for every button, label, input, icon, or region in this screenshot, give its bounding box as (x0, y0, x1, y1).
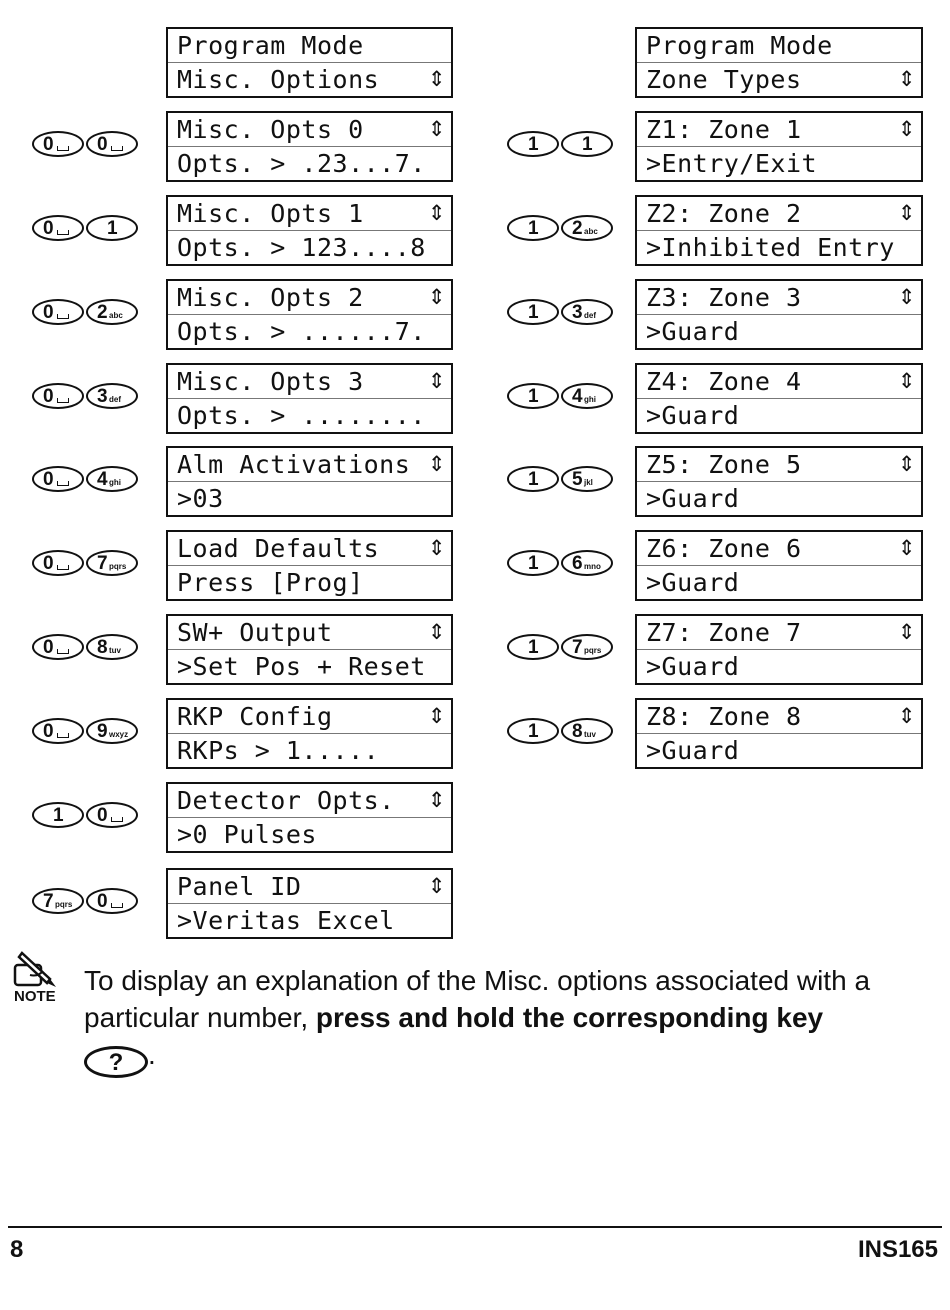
key-digit: 0 (97, 805, 108, 826)
scroll-arrows-icon: ⇕ (897, 536, 916, 560)
lcd-line2 (168, 904, 451, 937)
scroll-arrows-icon: ⇕ (427, 452, 446, 476)
lcd-display (166, 111, 453, 182)
lcd-line2-text: Opts. > ........ (177, 401, 426, 430)
key-2-icon (86, 299, 138, 325)
key-digit: 1 (528, 218, 539, 239)
lcd-line1-text: Z1: Zone 1 (646, 115, 802, 144)
lcd-line2-text: >Guard (646, 568, 740, 597)
key-digit: 0 (43, 469, 54, 490)
lcd-display (166, 530, 453, 601)
key-1-icon (507, 383, 559, 409)
space-symbol-icon (57, 398, 69, 403)
lcd-line2 (637, 566, 921, 599)
key-1-icon (507, 550, 559, 576)
key-digit: 0 (43, 637, 54, 658)
key-5-icon (561, 466, 613, 492)
key-digit: 1 (528, 469, 539, 490)
lcd-line2-text: Opts. > .23...7. (177, 149, 426, 178)
scroll-arrows-icon: ⇕ (427, 285, 446, 309)
lcd-line1-text: Z7: Zone 7 (646, 618, 802, 647)
key-1-icon (507, 634, 559, 660)
lcd-line2-text: Misc. Options (177, 65, 380, 94)
lcd-display (635, 363, 923, 434)
key-letters: abc (109, 311, 123, 320)
lcd-line2-text: Opts. > ......7. (177, 317, 426, 346)
scroll-arrows-icon: ⇕ (897, 620, 916, 644)
key-digit: 1 (107, 218, 118, 239)
note-text-after: . (148, 1039, 156, 1070)
key-1-icon (507, 215, 559, 241)
lcd-line2-text: RKPs > 1..... (177, 736, 380, 765)
lcd-line1 (168, 532, 451, 566)
lcd-line1-text: Z4: Zone 4 (646, 367, 802, 396)
key-letters: pqrs (55, 900, 73, 909)
lcd-line2-text: >Guard (646, 736, 740, 765)
lcd-line1 (168, 365, 451, 399)
lcd-line1-text: Z5: Zone 5 (646, 450, 802, 479)
key-sequence (32, 634, 140, 662)
key-1-icon (86, 215, 138, 241)
key-digit: 1 (528, 637, 539, 658)
key-digit: 1 (528, 553, 539, 574)
key-digit: 7 (572, 637, 583, 658)
lcd-line1-text: Misc. Opts 1 (177, 199, 364, 228)
key-digit: 1 (528, 302, 539, 323)
note-text (84, 962, 944, 1078)
lcd-display (166, 446, 453, 517)
key-letters: tuv (584, 730, 596, 739)
lcd-display (635, 614, 923, 685)
lcd-line2 (637, 315, 921, 348)
lcd-line1-text: Z8: Zone 8 (646, 702, 802, 731)
lcd-display (635, 530, 923, 601)
lcd-line2 (168, 650, 451, 683)
lcd-line1-text: Program Mode (646, 31, 833, 60)
key-digit: 0 (43, 553, 54, 574)
lcd-line2-text: >03 (177, 484, 224, 513)
svg-text:NOTE: NOTE (14, 988, 56, 1005)
scroll-arrows-icon: ⇕ (897, 285, 916, 309)
lcd-line2 (168, 566, 451, 599)
key-digit: 6 (572, 553, 583, 574)
lcd-line2-text: >Guard (646, 317, 740, 346)
lcd-line2 (637, 147, 921, 180)
lcd-line1 (637, 616, 921, 650)
key-1-icon (561, 131, 613, 157)
key-6-icon (561, 550, 613, 576)
key-digit: 1 (53, 805, 64, 826)
key-sequence (507, 383, 615, 411)
lcd-line1-text: Program Mode (177, 31, 364, 60)
key-sequence (32, 718, 140, 746)
key-digit: 1 (528, 721, 539, 742)
lcd-line2 (168, 818, 451, 851)
lcd-display (166, 195, 453, 266)
key-digit: 0 (43, 134, 54, 155)
key-digit: 5 (572, 469, 583, 490)
key-sequence (507, 550, 615, 578)
key-0-icon (32, 634, 84, 660)
lcd-display (166, 782, 453, 853)
lcd-line1 (168, 29, 451, 63)
space-symbol-icon (111, 903, 123, 908)
key-9-icon (86, 718, 138, 744)
lcd-line2-text: >Guard (646, 401, 740, 430)
key-letters: def (109, 395, 121, 404)
key-digit: 0 (97, 891, 108, 912)
key-letters: abc (584, 227, 598, 236)
lcd-line1 (168, 700, 451, 734)
key-letters: pqrs (109, 562, 127, 571)
lcd-line2 (168, 147, 451, 180)
key-digit: 1 (528, 386, 539, 407)
lcd-display (166, 363, 453, 434)
key-0-icon (32, 215, 84, 241)
scroll-arrows-icon: ⇕ (427, 874, 446, 898)
key-2-icon (561, 215, 613, 241)
lcd-line1-text: Misc. Opts 2 (177, 283, 364, 312)
lcd-display (635, 279, 923, 350)
lcd-line2 (637, 734, 921, 767)
key-1-icon (507, 466, 559, 492)
lcd-line1-text: Panel ID (177, 872, 302, 901)
lcd-line1 (168, 784, 451, 818)
lcd-line1 (637, 113, 921, 147)
scroll-arrows-icon: ⇕ (897, 117, 916, 141)
key-digit: 0 (43, 386, 54, 407)
key-digit: 8 (572, 721, 583, 742)
key-sequence (32, 888, 140, 916)
lcd-display (166, 868, 453, 939)
key-1-icon (507, 299, 559, 325)
lcd-line1-text: Z2: Zone 2 (646, 199, 802, 228)
lcd-line1 (168, 281, 451, 315)
lcd-line1-text: Z6: Zone 6 (646, 534, 802, 563)
key-sequence (32, 383, 140, 411)
lcd-line1-text: Load Defaults (177, 534, 380, 563)
key-3-icon (561, 299, 613, 325)
lcd-display (166, 279, 453, 350)
key-letters: tuv (109, 646, 121, 655)
help-key-icon: ? (84, 1046, 148, 1078)
key-digit: 0 (97, 134, 108, 155)
lcd-display (166, 614, 453, 685)
lcd-line1 (168, 113, 451, 147)
scroll-arrows-icon: ⇕ (427, 67, 446, 91)
scroll-arrows-icon: ⇕ (897, 704, 916, 728)
lcd-line1-text: RKP Config (177, 702, 333, 731)
scroll-arrows-icon: ⇕ (897, 452, 916, 476)
lcd-display (635, 195, 923, 266)
key-7-icon (32, 888, 84, 914)
lcd-line2 (637, 399, 921, 432)
lcd-line2-text: Press [Prog] (177, 568, 364, 597)
document-code: INS165 (857, 1236, 938, 1263)
scroll-arrows-icon: ⇕ (427, 201, 446, 225)
page-number: 8 (10, 1236, 24, 1263)
space-symbol-icon (111, 817, 123, 822)
key-0-icon (32, 466, 84, 492)
key-letters: pqrs (584, 646, 602, 655)
key-digit: 0 (43, 721, 54, 742)
lcd-line1 (637, 700, 921, 734)
key-0-icon (32, 718, 84, 744)
lcd-line2 (637, 482, 921, 515)
lcd-header (635, 27, 923, 98)
key-4-icon (86, 466, 138, 492)
lcd-line1 (168, 448, 451, 482)
lcd-line1 (637, 29, 921, 63)
lcd-line2 (637, 231, 921, 264)
scroll-arrows-icon: ⇕ (427, 704, 446, 728)
key-7-icon (86, 550, 138, 576)
key-0-icon (32, 383, 84, 409)
lcd-display (635, 698, 923, 769)
lcd-line1 (168, 870, 451, 904)
key-0-icon (86, 888, 138, 914)
key-digit: 1 (528, 134, 539, 155)
lcd-display (635, 446, 923, 517)
scroll-arrows-icon: ⇕ (427, 536, 446, 560)
key-letters: jkl (584, 478, 593, 487)
scroll-arrows-icon: ⇕ (897, 369, 916, 393)
key-sequence (32, 299, 140, 327)
lcd-line2-text: Opts. > 123....8 (177, 233, 426, 262)
lcd-line1-text: Detector Opts. (177, 786, 395, 815)
key-0-icon (86, 802, 138, 828)
space-symbol-icon (57, 481, 69, 486)
lcd-line2 (168, 315, 451, 348)
key-sequence (32, 131, 140, 159)
key-digit: 8 (97, 637, 108, 658)
key-digit: 1 (582, 134, 593, 155)
key-sequence (507, 466, 615, 494)
footer-rule (8, 1226, 942, 1228)
lcd-line1-text: SW+ Output (177, 618, 333, 647)
key-letters: mno (584, 562, 601, 571)
key-sequence (32, 802, 140, 830)
key-0-icon (32, 131, 84, 157)
key-1-icon (507, 131, 559, 157)
lcd-line2-text: >Veritas Excel (177, 906, 395, 935)
key-8-icon (561, 718, 613, 744)
lcd-display (166, 698, 453, 769)
lcd-line2 (637, 650, 921, 683)
lcd-line2 (168, 734, 451, 767)
space-symbol-icon (57, 733, 69, 738)
lcd-line2 (168, 482, 451, 515)
lcd-line1-text: Alm Activations (177, 450, 411, 479)
space-symbol-icon (57, 146, 69, 151)
key-letters: def (584, 311, 596, 320)
lcd-line1 (168, 197, 451, 231)
scroll-arrows-icon: ⇕ (427, 369, 446, 393)
space-symbol-icon (57, 565, 69, 570)
key-0-icon (86, 131, 138, 157)
key-sequence (32, 466, 140, 494)
key-letters: wxyz (109, 730, 129, 739)
key-digit: 3 (97, 386, 108, 407)
key-digit: 7 (97, 553, 108, 574)
key-sequence (507, 215, 615, 243)
scroll-arrows-icon: ⇕ (427, 788, 446, 812)
key-sequence (32, 550, 140, 578)
lcd-line2-text: >Guard (646, 652, 740, 681)
space-symbol-icon (57, 649, 69, 654)
lcd-line1 (637, 365, 921, 399)
key-sequence (507, 299, 615, 327)
key-3-icon (86, 383, 138, 409)
lcd-line2-text: Zone Types (646, 65, 802, 94)
key-0-icon (32, 299, 84, 325)
key-digit: 2 (572, 218, 583, 239)
lcd-line2 (168, 63, 451, 96)
key-sequence (507, 634, 615, 662)
lcd-line1-text: Misc. Opts 3 (177, 367, 364, 396)
lcd-line2-text: >Inhibited Entry (646, 233, 895, 262)
lcd-line2-text: >Entry/Exit (646, 149, 818, 178)
lcd-line1-text: Misc. Opts 0 (177, 115, 364, 144)
space-symbol-icon (57, 314, 69, 319)
key-digit: 3 (572, 302, 583, 323)
scroll-arrows-icon: ⇕ (427, 117, 446, 141)
lcd-line2 (168, 231, 451, 264)
key-sequence (507, 718, 615, 746)
key-0-icon (32, 550, 84, 576)
key-1-icon (507, 718, 559, 744)
key-sequence (32, 215, 140, 243)
lcd-line2-text: >Set Pos + Reset (177, 652, 426, 681)
lcd-line1 (637, 448, 921, 482)
lcd-header (166, 27, 453, 98)
scroll-arrows-icon: ⇕ (897, 67, 916, 91)
lcd-line1-text: Z3: Zone 3 (646, 283, 802, 312)
lcd-line2 (168, 399, 451, 432)
key-letters: ghi (109, 478, 121, 487)
key-letters: ghi (584, 395, 596, 404)
key-digit: 4 (97, 469, 108, 490)
key-digit: 9 (97, 721, 108, 742)
key-sequence (507, 131, 615, 159)
key-1-icon (32, 802, 84, 828)
key-4-icon (561, 383, 613, 409)
lcd-line1 (637, 281, 921, 315)
scroll-arrows-icon: ⇕ (897, 201, 916, 225)
lcd-line1 (168, 616, 451, 650)
note-text-before: To display an explanation of the Misc. options associated with a particular number, (84, 965, 871, 1033)
scroll-arrows-icon: ⇕ (427, 620, 446, 644)
key-7-icon (561, 634, 613, 660)
space-symbol-icon (111, 146, 123, 151)
key-digit: 0 (43, 218, 54, 239)
key-digit: 7 (43, 891, 54, 912)
lcd-line1 (637, 532, 921, 566)
lcd-display (635, 111, 923, 182)
key-digit: 4 (572, 386, 583, 407)
lcd-line1 (637, 197, 921, 231)
space-symbol-icon (57, 230, 69, 235)
lcd-line2 (637, 63, 921, 96)
lcd-line2-text: >0 Pulses (177, 820, 317, 849)
note-icon (10, 945, 70, 1005)
lcd-line2-text: >Guard (646, 484, 740, 513)
key-8-icon (86, 634, 138, 660)
key-digit: 0 (43, 302, 54, 323)
note-text-bold: press and hold the corresponding key (315, 1002, 824, 1033)
key-digit: 2 (97, 302, 108, 323)
